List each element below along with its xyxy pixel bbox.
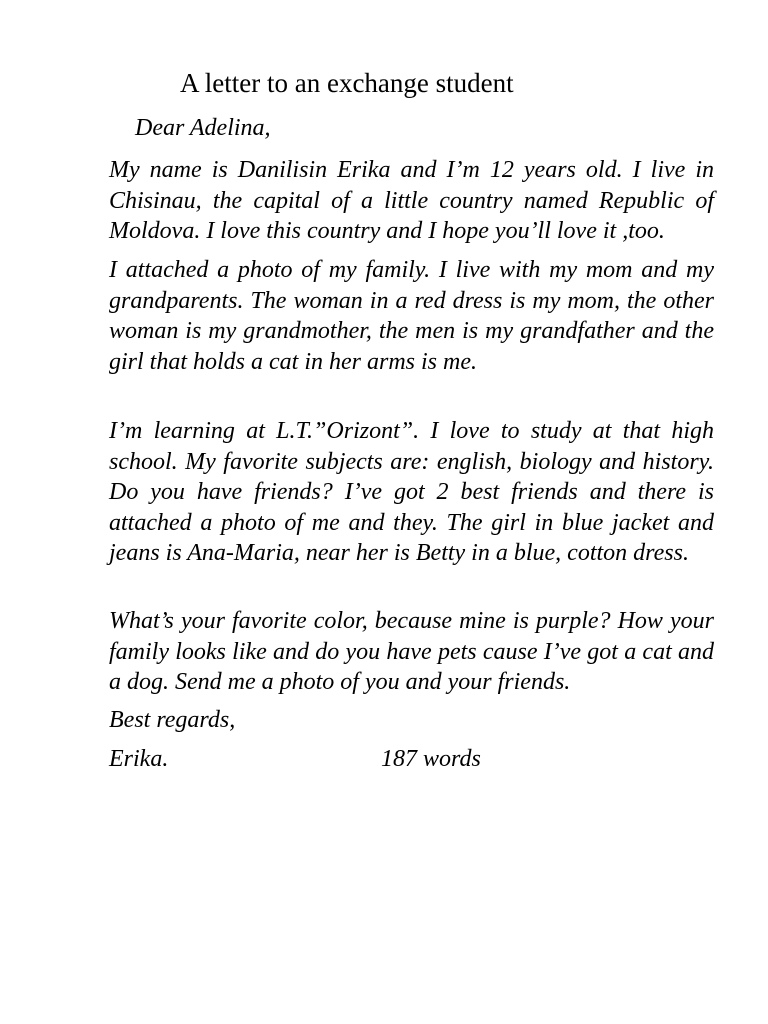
- letter-closing: Best regards,: [109, 707, 236, 733]
- paragraph-questions: What’s your favorite color, because mine is purple? How your family looks like and do you have pets cause I’ve got a cat and a dog. Send me a photo of you and your friends.: [109, 608, 714, 695]
- paragraph-introduction: My name is Danilisin Erika and I’m 12 years old. I live in Chisinau, the capital of a little country named Republic of Moldova. I love this country and I hope you’ll love it ,too.: [109, 157, 714, 244]
- letter-signature: Erika.: [109, 746, 169, 772]
- paragraph-school-friends: I’m learning at L.T.”Orizont”. I love to study at that high school. My favorite subjects are: english, biology and history. Do you have friends? I’ve got 2 best friends and there is attached a photo of me and they. The girl in blue jacket and jeans is Ana-Maria, near her is Betty in a blue, cotton dress.: [109, 418, 714, 566]
- paragraph-family: I attached a photo of my family. I live with my mom and my grandparents. The woman in a red dress is my mom, the other woman is my grandmother, the men is my grandfather and the girl that holds a cat in her arms is me.: [109, 257, 714, 375]
- word-count: 187 words: [381, 746, 481, 772]
- document-title: A letter to an exchange student: [180, 68, 514, 98]
- letter-greeting: Dear Adelina,: [135, 115, 271, 141]
